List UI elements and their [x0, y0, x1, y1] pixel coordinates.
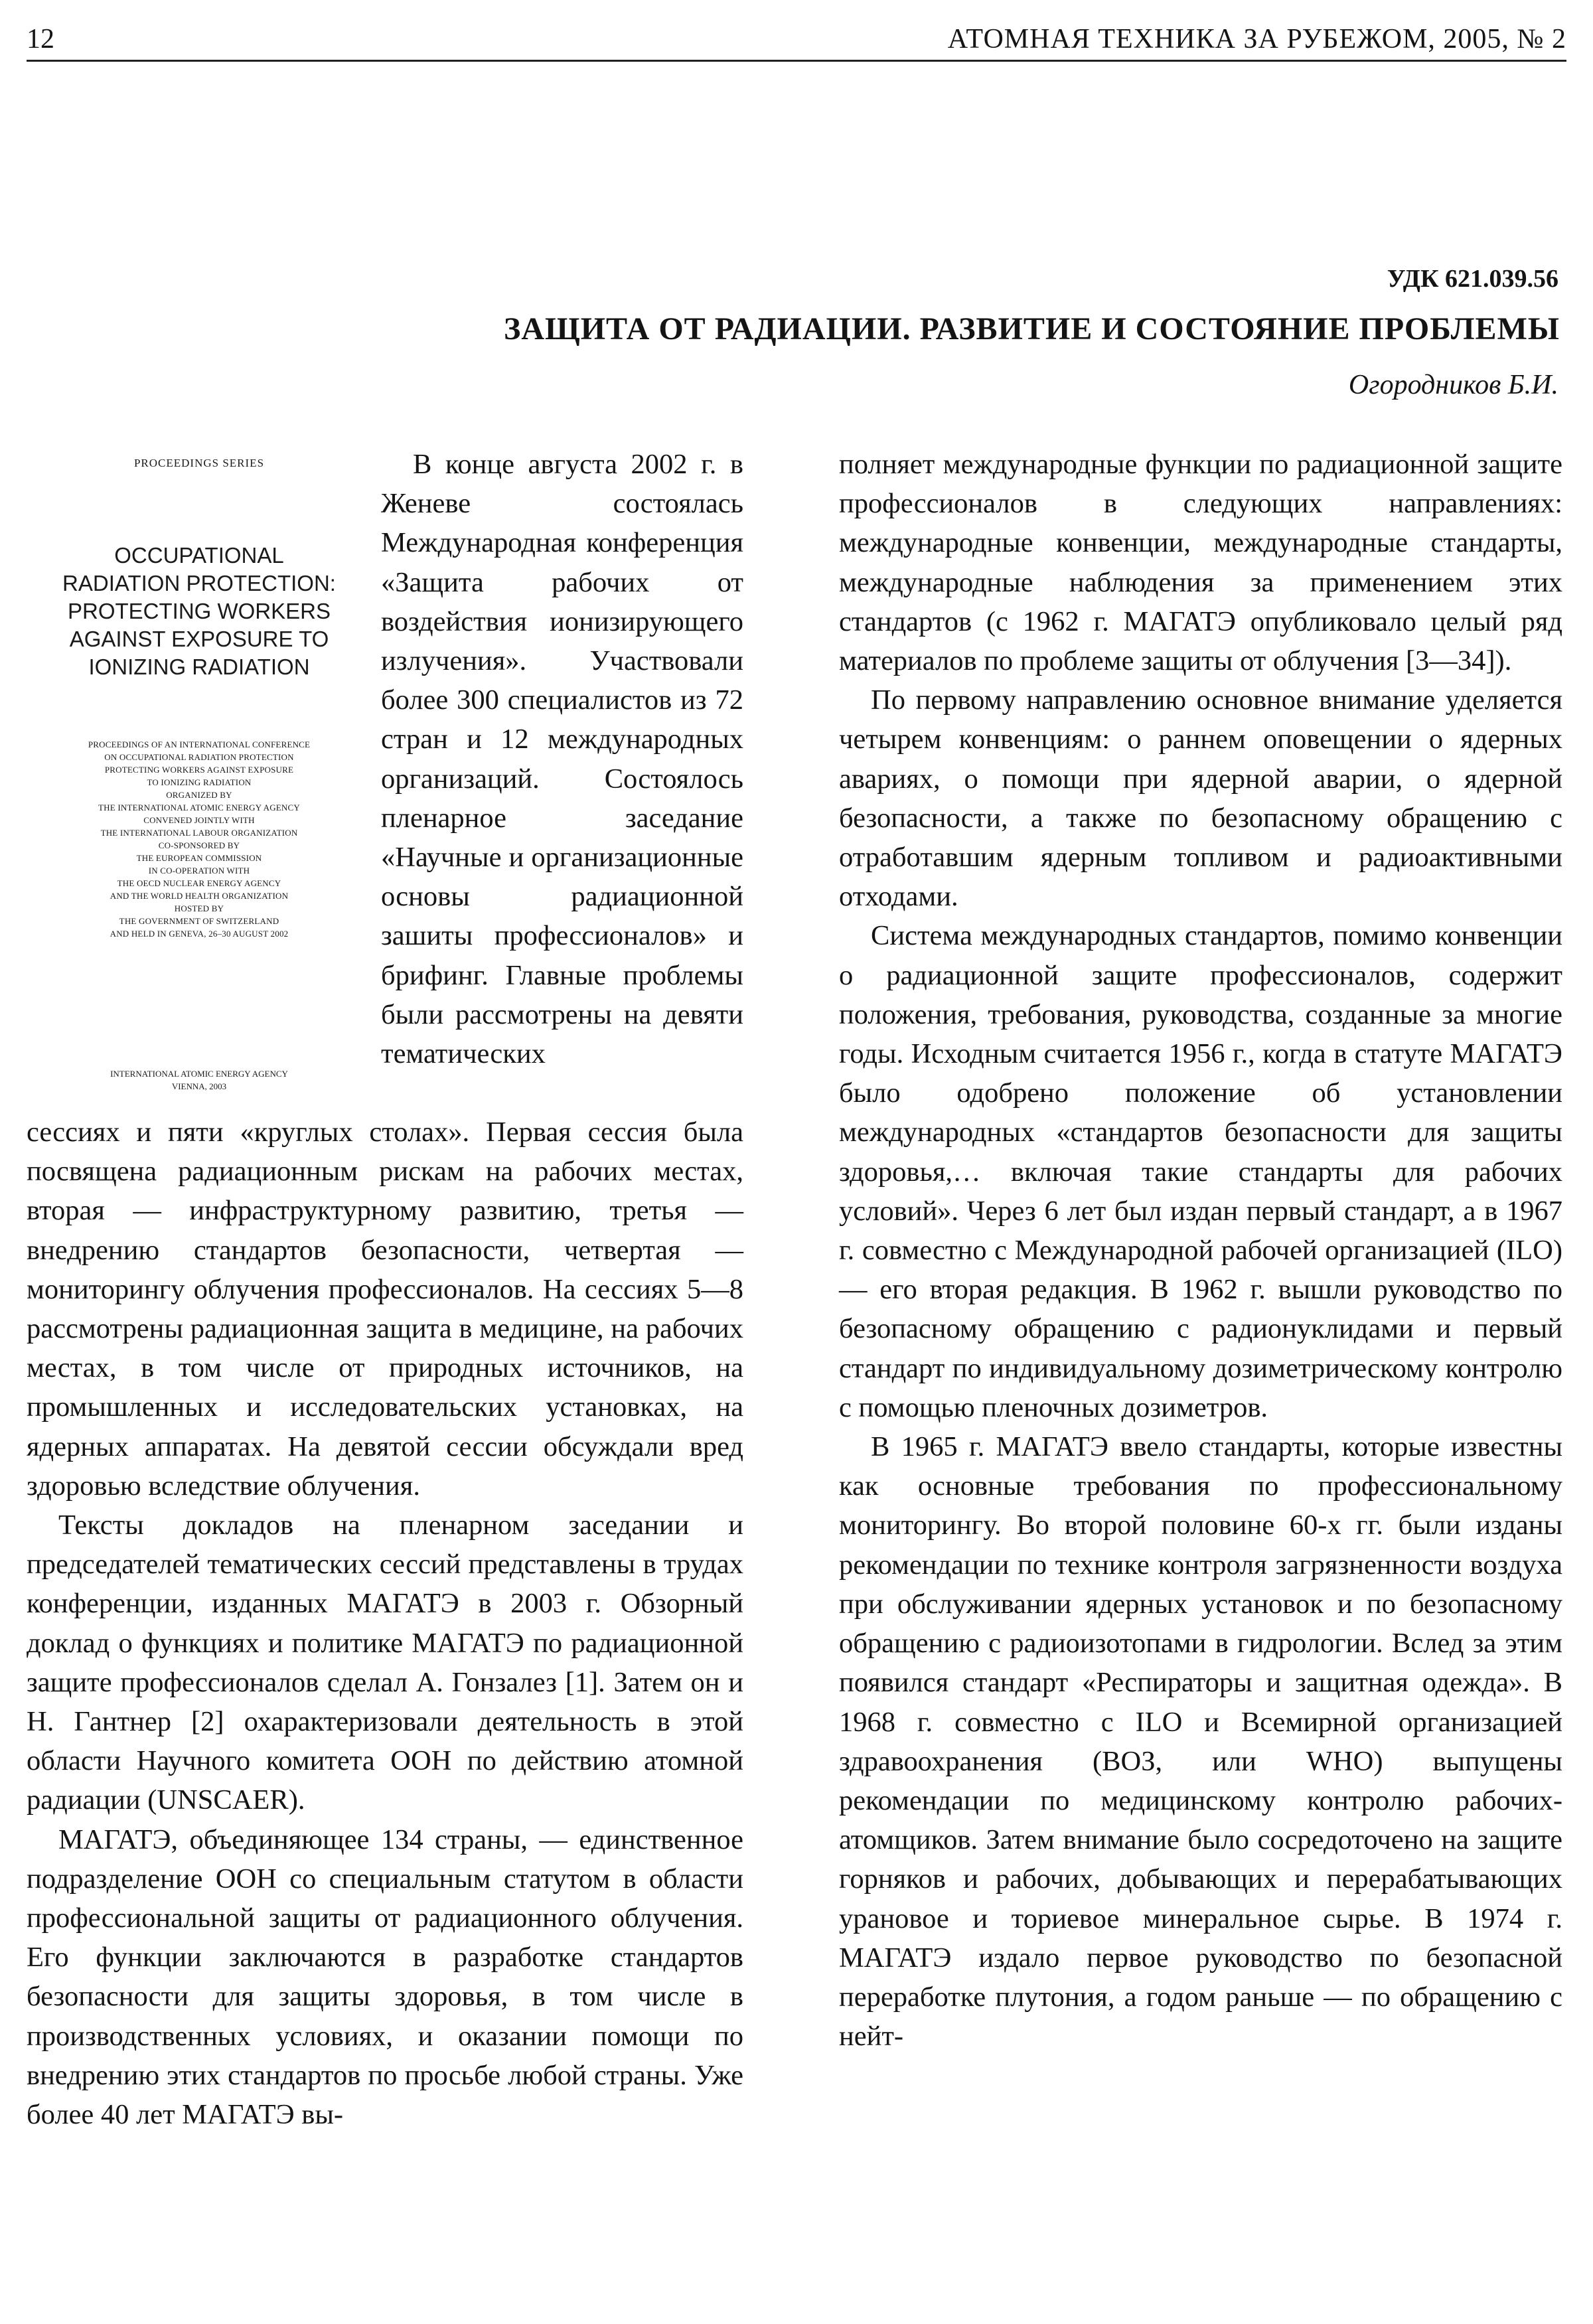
cover-publisher	[40, 1067, 358, 1093]
udc-code: УДК 621.039.56	[1387, 265, 1558, 293]
cover-title	[40, 542, 358, 681]
left-column-top	[381, 445, 743, 1073]
cover-detail-line: PROTECTING WORKERS AGAINST EXPOSURE	[104, 765, 294, 775]
cover-detail-line: ON OCCUPATIONAL RADIATION PROTECTION	[104, 752, 294, 762]
paragraph: Система международных стандартов, помимо конвенции о радиационной защите профессионалов, содержит положения, требования, руководства, созданные за многие годы. Исходным считается 1956 г., когда в статуте МАГАТЭ было одобрено положение об установлении международных «стандартов безопасности для защиты здоровья,… включая такие стандарты для рабочих условий». Через 6 лет был издан первый стандарт, а в 1967 г. совместно с Международной рабочей организацией (ILO) — его вторая редакция. В 1962 г. вышли руководство по безопасному обращению с радионуклидами и первый стандарт по индивидуальному дозиметрическому контролю с помощью пленочных дозиметров.	[839, 920, 1562, 1423]
running-head	[27, 19, 1566, 62]
cover-detail-line: THE EUROPEAN COMMISSION	[136, 853, 262, 863]
journal-title: АТОМНАЯ ТЕХНИКА ЗА РУБЕЖОМ, 2005, № 2	[947, 24, 1566, 54]
proceedings-cover-image	[40, 451, 358, 1109]
cover-detail-line: ORGANIZED BY	[166, 790, 232, 800]
page-number: 12	[27, 24, 54, 54]
cover-detail-line: AND THE WORLD HEALTH ORGANIZATION	[110, 891, 289, 901]
cover-series: PROCEEDINGS SERIES	[133, 457, 265, 469]
cover-detail-line: TO IONIZING RADIATION	[147, 777, 252, 787]
cover-detail-line: PROCEEDINGS OF AN INTERNATIONAL CONFERENCE	[88, 739, 311, 749]
cover-title-line: OCCUPATIONAL	[114, 543, 284, 568]
cover-detail-line: THE INTERNATIONAL ATOMIC ENERGY AGENCY	[98, 803, 300, 813]
cover-detail-line: AND HELD IN GENEVA, 26–30 AUGUST 2002	[110, 929, 289, 939]
cover-details	[40, 738, 358, 940]
right-column	[839, 445, 1562, 2056]
cover-place-year: VIENNA, 2003	[171, 1081, 227, 1091]
cover-detail-line: THE GOVERNMENT OF SWITZERLAND	[119, 916, 279, 926]
paragraph: сессиях и пяти «круглых столах». Первая сессия была посвящена радиационным рискам на рабочих местах, вторая — инфраструктурному развитию, третья — внедрению стандартов безопасности, четвертая — мониторингу облучения профессионалов. На сессиях 5—8 рассмотрены радиационная защита в медицине, на рабочих местах, в том числе от природных источников, на промышленных и исследовательских установках, на ядерных аппаратах. На девятой сессии обсуждали вред здоровью вследствие облучения.	[27, 1117, 743, 1502]
cover-title-line: AGAINST EXPOSURE TO	[69, 627, 329, 651]
cover-detail-line: THE OECD NUCLEAR ENERGY AGENCY	[117, 878, 281, 888]
paragraph: В 1965 г. МАГАТЭ ввело стандарты, которые известны как основные требования по профессиональному мониторингу. Во второй половине 60-х гг. были изданы рекомендации по технике контроля загрязненности воздуха при обслуживании ядерных установок и по безопасному обращению с радиоизотопами в гидрологии. Вслед за этим появился стандарт «Респираторы и защитная одежда». В 1968 г. совместно с ILO и Всемирной организацией здравоохранения (ВОЗ, или WHO) выпущены рекомендации по медицинскому контролю рабочих-атомщиков. Затем внимание было сосредоточено на защите горняков и рабочих, добывающих и перерабатывающих урановое и ториевое минеральное сырье. В 1974 г. МАГАТЭ издало первое руководство по безопасной переработке плутония, а годом раньше — по обращению с нейт-	[839, 1431, 1562, 2053]
article-author: Огородников Б.И.	[1348, 370, 1558, 400]
cover-detail-line: IN CO-OPERATION WITH	[148, 866, 250, 876]
article-title: ЗАЩИТА ОТ РАДИАЦИИ. РАЗВИТИЕ И СОСТОЯНИЕ ПРОБЛЕМЫ	[504, 311, 1560, 347]
paragraph: По первому направлению основное внимание уделяется четырем конвенциям: о раннем оповещении о ядерных авариях, о помощи при ядерной аварии, о ядерной безопасности, а также по безопасному обращению с отработавшим ядерным топливом и радиоактивными отходами.	[839, 684, 1562, 913]
paragraph: полняет международные функции по радиационной защите профессионалов в следующих направлениях: международные конвенции, международные стандарты, международные наблюдения за применением этих стандартов (с 1962 г. МАГАТЭ опубликовало целый ряд материалов по проблеме защиты от облучения [3—34]).	[839, 449, 1562, 677]
paragraph: МАГАТЭ, объединяющее 134 страны, — единственное подразделение ООН со специальным статутом в области профессиональной защиты от радиационного облучения. Его функции заключаются в разработке стандартов безопасности для защиты здоровья, в том числе в производственных условиях, и оказании помощи по внедрению этих стандартов по просьбе любой страны. Уже более 40 лет МАГАТЭ вы-	[27, 1823, 743, 2131]
cover-detail-line: CONVENED JOINTLY WITH	[143, 815, 255, 825]
cover-title-line: IONIZING RADIATION	[88, 655, 310, 679]
left-column-bottom	[27, 1113, 743, 2134]
paragraph: Тексты докладов на пленарном заседании и председателей тематических сессий представлены в трудах конференции, изданных МАГАТЭ в 2003 г. Обзорный доклад о функциях и политике МАГАТЭ по радиационной защите профессионалов сделал А. Гонзалез [1]. Затем он и Н. Гантнер [2] охарактеризовали деятельность в этой области Научного комитета ООН по действию атомной радиации (UNSCAER).	[27, 1510, 743, 1816]
cover-publisher-name: INTERNATIONAL ATOMIC ENERGY AGENCY	[110, 1069, 288, 1079]
paragraph: В конце августа 2002 г. в Женеве состоялась Международная конференция «Защита рабочих от воздействия ионизирующего излучения». Участвовали более 300 специалистов из 72 стран и 12 международных организаций. Состоялось пленарное заседание «Научные и организационные основы радиационной зашиты профессионалов» и брифинг. Главные проблемы были рассмотрены на девяти тематических	[381, 449, 743, 1070]
cover-detail-line: CO-SPONSORED BY	[158, 840, 240, 850]
cover-detail-line: THE INTERNATIONAL LABOUR ORGANIZATION	[100, 828, 298, 838]
cover-detail-line: HOSTED BY	[174, 903, 224, 913]
cover-title-line: RADIATION PROTECTION:	[62, 571, 336, 595]
cover-title-line: PROTECTING WORKERS	[67, 599, 331, 623]
